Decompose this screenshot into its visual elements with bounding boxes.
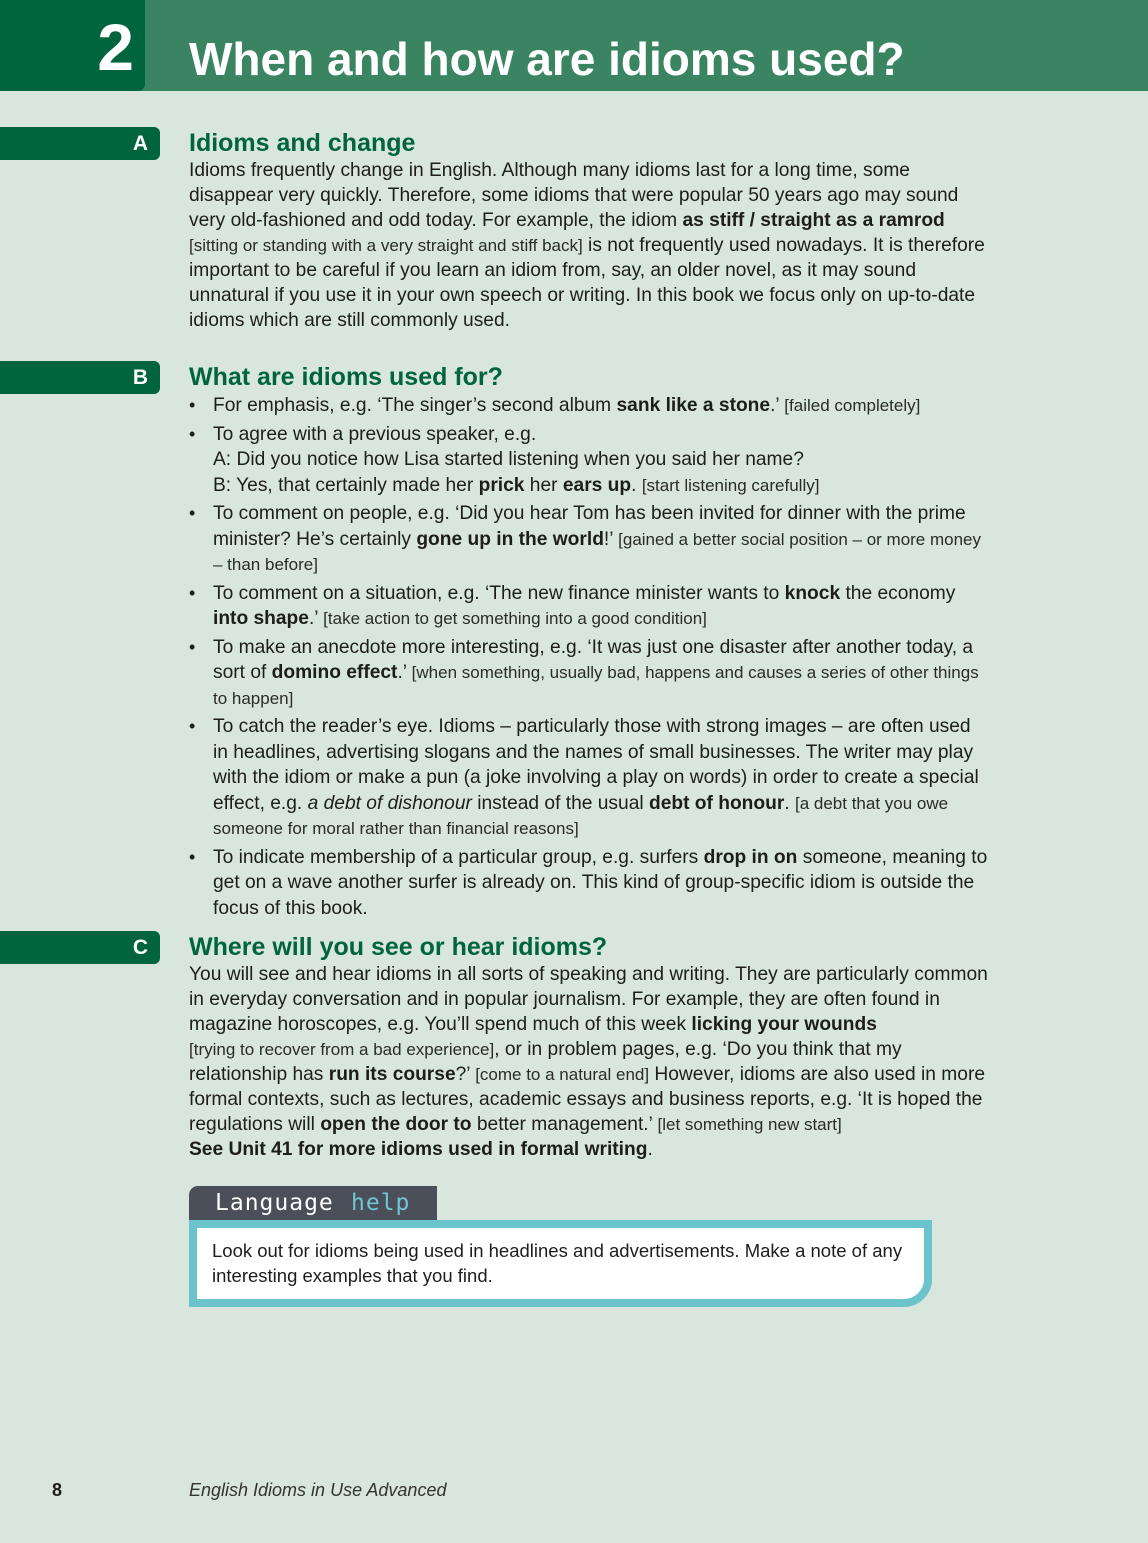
section-a-letter: A xyxy=(132,132,148,155)
idiom: knock xyxy=(784,582,841,604)
list-item xyxy=(189,393,989,419)
text: To agree with a previous speaker, e.g. xyxy=(213,423,537,445)
pun-example: a debt of dishonour xyxy=(307,792,472,814)
gloss: [sitting or standing with a very straight and stiff back] xyxy=(189,236,583,255)
list-item xyxy=(189,581,989,632)
text: is not frequently used nowadays. It is therefore important to be careful if you learn an idiom from, say, an older novel, as it may sound unnatural if you use it in your own speech or writing. In this book we focus only on up-to-date idioms which are still commonly used. xyxy=(189,235,985,331)
text: instead of the usual xyxy=(471,792,649,814)
section-b-heading: What are idioms used for? xyxy=(189,363,503,391)
cross-reference: See Unit 41 for more idioms used in formal writing xyxy=(189,1139,648,1160)
gloss: [gained a better social position – or more money – than before] xyxy=(213,529,982,574)
language-help-word2: help xyxy=(351,1190,411,1216)
gloss: [a debt that you owe someone for moral rather than financial reasons] xyxy=(213,793,949,838)
gloss: [failed completely] xyxy=(784,396,921,415)
list-item xyxy=(189,422,989,499)
page-title: When and how are idioms used? xyxy=(189,33,905,85)
text: Idioms frequently change in English. Although many idioms last for a long time, some disappear very quickly. Therefore, some idioms that were popular 50 years ago may sound very old-fashioned and odd today. For example, the idiom xyxy=(189,160,959,231)
text: To comment on people, e.g. ‘Did you hear Tom has been invited for dinner with the prime minister? He’s certainly xyxy=(213,503,966,550)
text: B: Yes, that certainly made her xyxy=(213,474,479,496)
text: her xyxy=(524,474,563,496)
bullet-icon: • xyxy=(189,395,196,415)
language-help-word1: Language xyxy=(215,1190,334,1216)
text: .’ xyxy=(770,395,785,416)
bullet-icon: • xyxy=(189,636,196,657)
bullet-icon: • xyxy=(189,582,196,603)
unit-number-box xyxy=(0,0,145,91)
text: , or in problem pages, e.g. ‘Do you think that my relationship has xyxy=(189,1039,902,1085)
uses-list xyxy=(189,393,989,924)
text: For emphasis, e.g. ‘The singer’s second album xyxy=(213,395,617,416)
gloss: [when something, usually bad, happens and causes a series of other things to happen] xyxy=(213,663,979,708)
book-title: English Idioms in Use Advanced xyxy=(189,1480,447,1500)
text: . xyxy=(784,792,795,814)
page-header xyxy=(0,0,1148,91)
text: To comment on a situation, e.g. ‘The new finance minister wants to xyxy=(213,582,785,604)
bullet-icon: • xyxy=(189,503,196,523)
text: someone, meaning to get on a wave another surfer is already on. This kind of group-specific idiom is outside the focus of this book. xyxy=(213,846,988,919)
gloss: [trying to recover from a bad experience] xyxy=(189,1040,495,1059)
idiom: sank like a stone xyxy=(616,395,771,416)
text: You will see and hear idioms in all sorts of speaking and writing. They are particularly common in everyday conversation and in popular journalism. For example, they are often found in magazine horoscopes, e.g. You’ll spend much of this week xyxy=(189,964,988,1035)
text: .’ xyxy=(308,608,324,629)
section-b-letter: B xyxy=(132,366,148,389)
section-c-tab xyxy=(0,931,160,964)
section-c-heading: Where will you see or hear idioms? xyxy=(189,933,608,961)
section-a-tab xyxy=(0,127,160,160)
text: However, idioms are also used in more formal contexts, such as lectures, academic essays and business reports, e.g. ‘It is hoped the regulations will xyxy=(189,1064,986,1135)
list-item xyxy=(189,635,989,712)
list-item xyxy=(189,714,989,842)
idiom: into shape xyxy=(213,608,309,629)
list-item xyxy=(189,501,989,578)
text: To make an anecdote more interesting, e.g. ‘It was just one disaster after another today, a sort of xyxy=(213,636,974,683)
dialogue-line-b xyxy=(213,473,989,499)
idiom: domino effect xyxy=(271,662,398,683)
section-a-heading: Idioms and change xyxy=(189,129,416,157)
text: . xyxy=(631,474,642,496)
bullet-icon: • xyxy=(189,716,196,736)
language-help-text: Look out for idioms being used in headlines and advertisements. Make a note of any interesting examples that you find. xyxy=(212,1240,903,1286)
gloss: [take action to get something into a good condition] xyxy=(323,609,707,628)
idiom: licking your wounds xyxy=(691,1014,877,1035)
idiom: prick xyxy=(478,474,525,496)
section-b-tab xyxy=(0,361,160,394)
bullet-icon: • xyxy=(189,423,196,444)
idiom: debt of honour xyxy=(648,792,785,814)
bullet-icon: • xyxy=(189,846,196,867)
dialogue-line-a: A: Did you notice how Lisa started listening when you said her name? xyxy=(213,449,804,470)
idiom: run its course xyxy=(328,1064,456,1085)
text: To catch the reader’s eye. Idioms – particularly those with strong images – are often used in headlines, advertising slogans and the names of small businesses. The writer may play with the idiom or make a pun (a joke involving a play on words) in order to create a special effect, e.g. xyxy=(213,716,979,814)
idiom: ears up xyxy=(562,474,632,496)
idiom: drop in on xyxy=(703,846,798,868)
list-item xyxy=(189,845,989,922)
text: ?’ xyxy=(455,1064,476,1085)
text: the economy xyxy=(840,582,956,604)
page-number: 8 xyxy=(52,1480,63,1500)
text: .’ xyxy=(397,662,412,683)
idiom: as stiff / straight as a ramrod xyxy=(682,210,945,231)
idiom: gone up in the world xyxy=(416,528,604,550)
gloss: [let something new start] xyxy=(657,1115,842,1134)
text: better management.’ xyxy=(471,1114,658,1135)
section-a-paragraph xyxy=(189,158,989,333)
text: To indicate membership of a particular group, e.g. surfers xyxy=(213,846,704,868)
language-help-tab xyxy=(189,1186,437,1221)
section-c-letter: C xyxy=(132,936,148,959)
gloss: [start listening carefully] xyxy=(641,475,820,495)
idiom: open the door to xyxy=(320,1114,472,1135)
text: . xyxy=(647,1139,653,1160)
language-help-box xyxy=(189,1220,932,1307)
text: !’ xyxy=(603,528,619,550)
unit-number: 2 xyxy=(97,10,132,84)
gloss: [come to a natural end] xyxy=(475,1065,650,1084)
section-c-paragraph xyxy=(189,962,989,1162)
